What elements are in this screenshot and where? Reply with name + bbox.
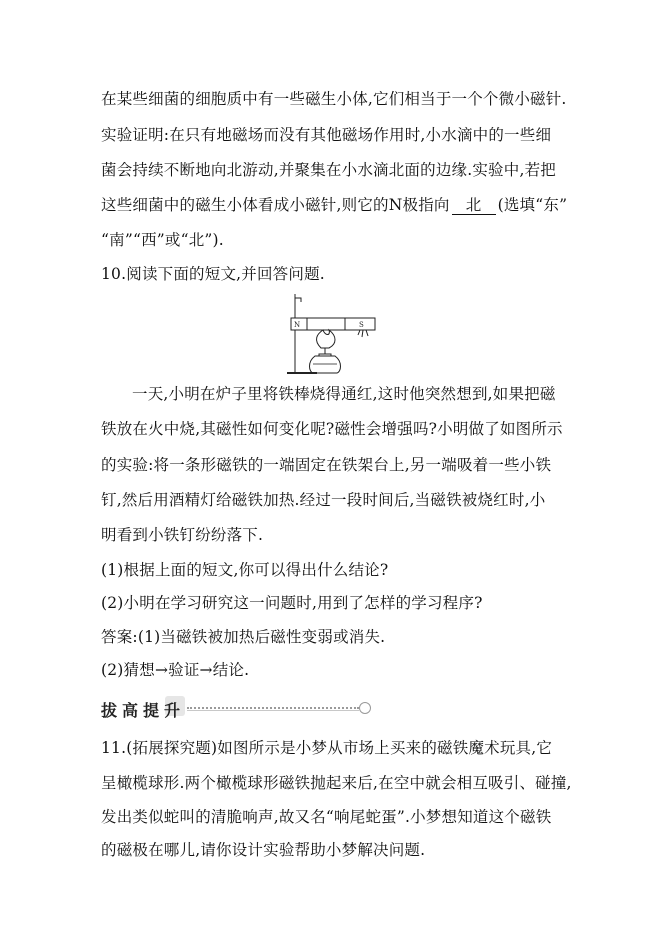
- flame: [317, 330, 335, 348]
- banner-title: [101, 698, 185, 721]
- sub-question-2: (2)小明在学习研究这一问题时,用到了怎样的学习程序?: [101, 594, 483, 612]
- answer-blank: 北: [452, 196, 496, 215]
- text-line: 发出类似蛇叫的清脆响声,故又名“响尾蛇蛋”.小梦想知道这个磁铁: [101, 808, 552, 826]
- question-10-heading: 10.阅读下面的短文,并回答问题.: [101, 265, 325, 283]
- banner-divider: [187, 707, 359, 709]
- banner-char: 升: [164, 701, 186, 720]
- text-segment: (选填“东”: [497, 196, 568, 214]
- text-line: 的实验:将一条形磁铁的一端固定在铁架台上,另一端吸着一些小铁: [101, 456, 552, 474]
- text-line: 铁放在火中烧,其磁性如何变化呢?磁性会增强吗?小明做了如图所示: [101, 420, 563, 438]
- sub-question-1: (1)根据上面的短文,你可以得出什么结论?: [101, 561, 389, 579]
- banner-char: 高: [122, 701, 144, 720]
- banner-divider: [187, 710, 359, 711]
- text-line: 一天,小明在炉子里将铁棒烧得通红,这时他突然想到,如果把磁: [132, 385, 556, 403]
- text-line: 明看到小铁钉纷纷落下.: [101, 526, 264, 544]
- stand-clamp: [295, 298, 301, 302]
- text-line: 实验证明:在只有地磁场而没有其他磁场作用时,小水滴中的一些细: [101, 126, 552, 144]
- iron-nails: [358, 330, 368, 337]
- text-line: 菌会持续不断地向北游动,并聚集在小水滴北面的边缘.实验中,若把: [101, 161, 556, 179]
- north-pole-label: N: [294, 321, 301, 329]
- text-segment: 这些细菌中的磁生小体看成小磁针,则它的N极指向: [101, 196, 450, 214]
- section-banner: [101, 696, 371, 722]
- magnet-experiment-figure: [283, 292, 379, 376]
- banner-char: 拔: [101, 701, 123, 720]
- south-pole-label: S: [359, 321, 364, 329]
- text-line: 钉,然后用酒精灯给磁铁加热.经过一段时间后,当磁铁被烧红时,小: [101, 491, 546, 509]
- text-line: “南”“西”或“北”).: [101, 231, 224, 249]
- banner-end-dot: [359, 702, 371, 714]
- question-11-line: 11.(拓展探究题)如图所示是小梦从市场上买来的磁铁魔术玩具,它: [101, 739, 553, 757]
- text-line: 的磁极在哪儿,请你设计实验帮助小梦解决问题.: [101, 841, 426, 859]
- answer-line-2: (2)猜想→验证→结论.: [101, 661, 250, 679]
- text-line: 呈橄榄球形.两个橄榄球形磁铁抛起来后,在空中就会相互吸引、碰撞,: [101, 774, 572, 792]
- text-line-with-blank: [101, 195, 567, 215]
- answer-line-1: 答案:(1)当磁铁被加热后磁性变弱或消失.: [101, 628, 386, 646]
- text-line: 在某些细菌的细胞质中有一些磁生小体,它们相当于一个个微小磁针.: [101, 90, 567, 108]
- banner-char: 提: [143, 701, 165, 720]
